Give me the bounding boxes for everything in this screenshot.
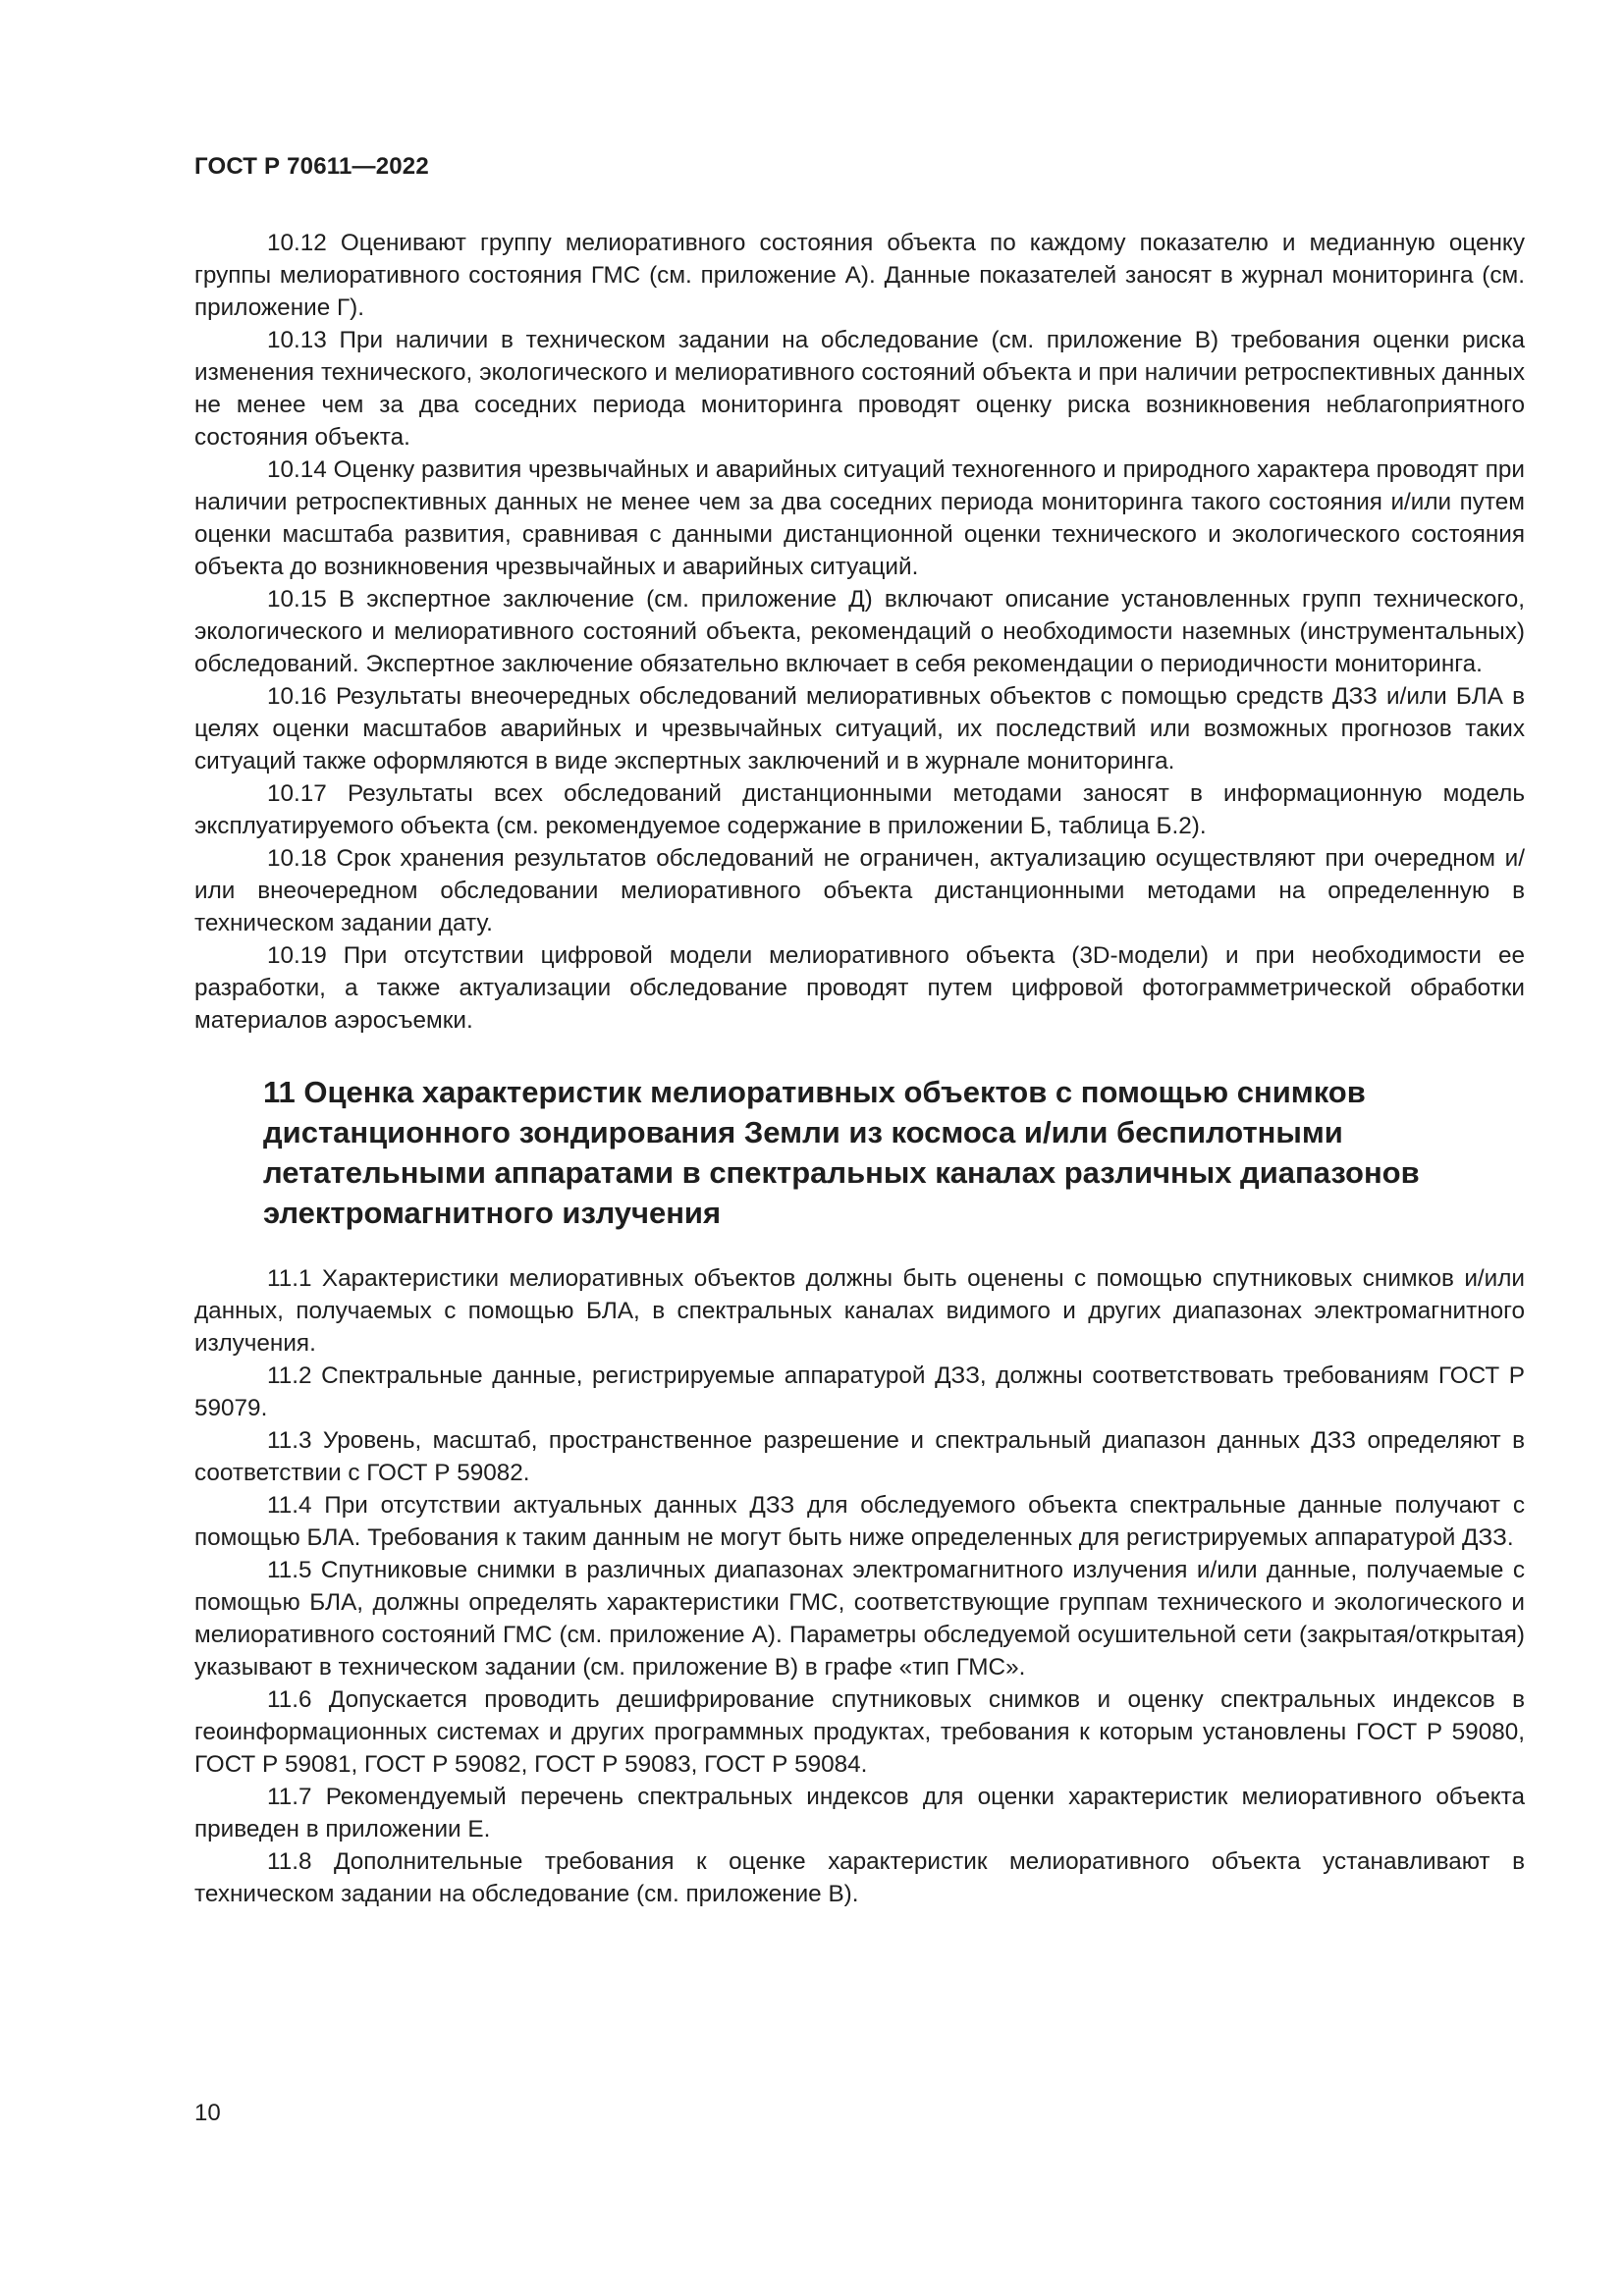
- paragraph-11-4: 11.4 При отсутствии актуальных данных ДЗЗ для обследуемого объекта спектральные данные получают с помощью БЛА. Требования к таким данным не могут быть ниже определенных для регистрируемых аппаратурой ДЗЗ.: [194, 1492, 1525, 1551]
- paragraph-10-14: 10.14 Оценку развития чрезвычайных и аварийных ситуаций техногенного и природного характера проводят при наличии ретроспективных данных не менее чем за два соседних периода мониторинга такого состояния и/или путем оценки масштаба развития, сравнивая с данными дистанционной оценки технического и экологического состояния объекта до возникновения чрезвычайных и аварийных ситуаций.: [194, 456, 1525, 580]
- paragraph-10-15: 10.15 В экспертное заключение (см. приложение Д) включают описание установленных групп технического, экологического и мелиоративного состояний объекта, рекомендаций о необходимости наземных (инструментальных) обследований. Экспертное заключение обязательно включает в себя рекомендации о периодичности мониторинга.: [194, 586, 1525, 677]
- section-11-heading: 11 Оценка характеристик мелиоративных объектов с помощью снимков дистанционного зондирования Земли из космоса и/или беспилотными летательными аппаратами в спектральных каналах различных диапазонов электромагнитного излучения: [263, 1075, 1420, 1230]
- paragraph-10-12: 10.12 Оценивают группу мелиоративного состояния объекта по каждому показателю и медианную оценку группы мелиоративного состояния ГМС (см. приложение А). Данные показателей заносят в журнал мониторинга (см. приложение Г).: [194, 230, 1525, 321]
- page-content: [194, 227, 1525, 1910]
- page-number: 10: [194, 2100, 221, 2126]
- paragraph-10-13: 10.13 При наличии в техническом задании на обследование (см. приложение В) требования оценки риска изменения технического, экологического и мелиоративного состояний объекта и при наличии ретроспективных данных не менее чем за два соседних периода мониторинга проводят оценку риска возникновения неблагоприятного состояния объекта.: [194, 327, 1525, 451]
- paragraph-11-7: 11.7 Рекомендуемый перечень спектральных индексов для оценки характеристик мелиоративного объекта приведен в приложении Е.: [194, 1784, 1525, 1842]
- paragraph-11-3: 11.3 Уровень, масштаб, пространственное разрешение и спектральный диапазон данных ДЗЗ определяют в соответствии с ГОСТ Р 59082.: [194, 1427, 1525, 1486]
- paragraph-10-16: 10.16 Результаты внеочередных обследований мелиоративных объектов с помощью средств ДЗЗ и/или БЛА в целях оценки масштабов аварийных и чрезвычайных ситуаций, их последствий или возможных прогнозов таких ситуаций также оформляются в виде экспертных заключений и в журнале мониторинга.: [194, 683, 1525, 774]
- paragraph-11-2: 11.2 Спектральные данные, регистрируемые аппаратурой ДЗЗ, должны соответствовать требованиям ГОСТ Р 59079.: [194, 1362, 1525, 1421]
- paragraph-11-1: 11.1 Характеристики мелиоративных объектов должны быть оценены с помощью спутниковых снимков и/или данных, получаемых с помощью БЛА, в спектральных каналах видимого и других диапазонах электромагнитного излучения.: [194, 1265, 1525, 1357]
- document-header-code: ГОСТ Р 70611—2022: [194, 153, 429, 180]
- paragraph-11-6: 11.6 Допускается проводить дешифрирование спутниковых снимков и оценку спектральных индексов в геоинформационных системах и других программных продуктах, требования к которым установлены ГОСТ Р 59080, ГОСТ Р 59081, ГОСТ Р 59082, ГОСТ Р 59083, ГОСТ Р 59084.: [194, 1686, 1525, 1778]
- paragraph-10-17: 10.17 Результаты всех обследований дистанционными методами заносят в информационную модель эксплуатируемого объекта (см. рекомендуемое содержание в приложении Б, таблица Б.2).: [194, 780, 1525, 839]
- paragraph-11-8: 11.8 Дополнительные требования к оценке характеристик мелиоративного объекта устанавливают в техническом задании на обследование (см. приложение В).: [194, 1848, 1525, 1907]
- paragraph-11-5: 11.5 Спутниковые снимки в различных диапазонах электромагнитного излучения и/или данные, получаемые с помощью БЛА, должны определять характеристики ГМС, соответствующие группам технического и экологического и мелиоративного состояний ГМС (см. приложение А). Параметры обследуемой осушительной сети (закрытая/открытая) указывают в техническом задании (см. приложение В) в графе «тип ГМС».: [194, 1557, 1525, 1681]
- paragraph-10-18: 10.18 Срок хранения результатов обследований не ограничен, актуализацию осуществляют при очередном и/или внеочередном обследовании мелиоративного объекта дистанционными методами на определенную в техническом задании дату.: [194, 845, 1525, 936]
- paragraph-10-19: 10.19 При отсутствии цифровой модели мелиоративного объекта (3D-модели) и при необходимости ее разработки, а также актуализации обследование проводят путем цифровой фотограмметрической обработки материалов аэросъемки.: [194, 942, 1525, 1034]
